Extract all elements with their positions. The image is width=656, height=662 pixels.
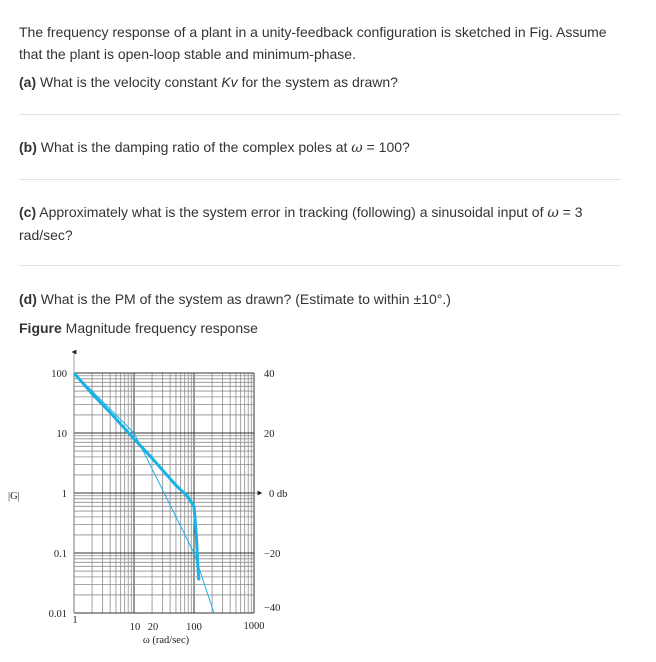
x-tick-label: 100 <box>186 622 202 633</box>
separator <box>19 179 621 180</box>
omega-symbol: ω <box>351 140 363 156</box>
separator <box>19 114 621 115</box>
y-tick-label: 100 <box>51 369 67 380</box>
magnitude-chart <box>0 340 330 660</box>
x-tick-label: 10 <box>129 622 141 633</box>
y-right-tick-label: −20 <box>264 549 281 560</box>
omega-symbol: ω <box>547 205 559 221</box>
y-axis-title: |G| <box>8 491 20 502</box>
x-axis-title: ω (rad/sec) <box>142 635 190 646</box>
y-tick-label: 1 <box>61 489 67 500</box>
separator <box>19 265 621 266</box>
question-b-text: What is the damping ratio of the complex poles at <box>40 139 348 155</box>
y-tick-label: 0.1 <box>53 549 67 560</box>
y-tick-label: 10 <box>56 429 67 440</box>
figure-label: Figure <box>19 320 62 336</box>
question-d-label: (d) <box>19 291 37 307</box>
x-tick-label: 20 <box>147 622 159 633</box>
question-a-text-end: for the system as drawn? <box>241 74 398 90</box>
y-right-tick-label: 20 <box>264 429 275 440</box>
intro-text: The frequency response of a plant in a unity-feedback configuration is sketched in Fig. Assume that the plant is open-loop stable and minimum-phase. <box>19 24 607 62</box>
question-b-text-end: = 100? <box>366 139 410 155</box>
y-tick-label: 0.01 <box>48 609 67 620</box>
x-tick-label: 1000 <box>243 621 265 632</box>
y-right-tick-label: 40 <box>264 369 275 380</box>
figure-caption <box>19 317 629 339</box>
question-b <box>19 136 629 159</box>
question-a <box>19 71 629 93</box>
question-c-text-end: = 3 rad/sec? <box>19 204 583 243</box>
figure-caption-text: Magnitude frequency response <box>65 320 258 336</box>
question-c-label: (c) <box>19 204 37 220</box>
question-b-label: (b) <box>19 139 37 155</box>
question-d-text: What is the PM of the system as drawn? (Estimate to within ±10°.) <box>40 291 451 307</box>
question-a-label: (a) <box>19 74 37 90</box>
chart-grid <box>74 352 260 613</box>
x-tick-label: 1 <box>72 615 78 626</box>
question-a-text: What is the velocity constant <box>40 74 218 90</box>
question-d <box>19 288 629 310</box>
kv-symbol: Kv <box>221 74 238 90</box>
problem-intro <box>19 21 629 65</box>
y-right-tick-label: 0 db <box>269 489 288 500</box>
y-right-tick-label: −40 <box>264 603 281 614</box>
question-c <box>19 201 629 246</box>
question-c-text: Approximately what is the system error in tracking (following) a sinusoidal input of <box>39 204 544 220</box>
